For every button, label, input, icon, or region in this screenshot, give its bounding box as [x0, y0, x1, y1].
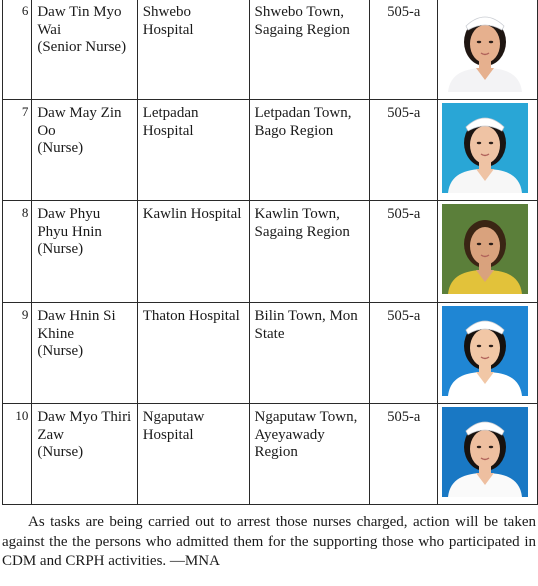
name-text: Daw Hnin Si Khine	[37, 308, 116, 342]
nurse-name	[32, 100, 137, 201]
section: 505-a	[370, 0, 438, 100]
hospital: Shwebo Hospital	[137, 0, 249, 100]
footer-text: As tasks are being carried out to arrest those nurses charged, action will be taken against the the persons who admitted them for the supporting those who participated in CDM and CRPH activities. —MNA	[2, 514, 536, 569]
nurse-photo	[442, 103, 528, 193]
portrait-image	[442, 204, 528, 294]
section: 505-a	[370, 201, 438, 303]
section: 505-a	[370, 100, 438, 201]
hospital: Thaton Hospital	[137, 303, 249, 404]
footer-paragraph	[2, 513, 536, 572]
name-text: Daw Myo Thiri Zaw	[37, 409, 132, 443]
portrait-image	[442, 103, 528, 193]
name-text: Daw Tin Myo Wai	[37, 4, 122, 38]
nurse-role: (Nurse)	[37, 444, 84, 460]
nurse-role: (Senior Nurse)	[37, 39, 127, 55]
photo-cell	[438, 0, 538, 100]
nurse-role: (Nurse)	[37, 241, 84, 257]
nurse-photo	[442, 2, 528, 92]
row-number: 7	[3, 100, 32, 201]
hospital: Kawlin Hospital	[137, 201, 249, 303]
nurse-role: (Nurse)	[37, 343, 84, 359]
row-number: 6	[3, 0, 32, 100]
row-number: 8	[3, 201, 32, 303]
table-row	[3, 0, 538, 100]
row-number: 9	[3, 303, 32, 404]
table-row	[3, 201, 538, 303]
name-text: Daw Phyu Phyu Hnin	[37, 206, 102, 240]
portrait-image	[442, 306, 528, 396]
location: Ngaputaw Town, Ayeyawady Region	[249, 404, 370, 505]
table-row	[3, 303, 538, 404]
location: Bilin Town, Mon State	[249, 303, 370, 404]
nurse-name	[32, 404, 137, 505]
nurse-name	[32, 303, 137, 404]
section: 505-a	[370, 303, 438, 404]
photo-cell	[438, 100, 538, 201]
location: Shwebo Town, Sagaing Region	[249, 0, 370, 100]
table-body	[3, 0, 538, 505]
nurse-photo	[442, 204, 528, 294]
nurse-photo	[442, 306, 528, 396]
table-row	[3, 404, 538, 505]
photo-cell	[438, 201, 538, 303]
row-number: 10	[3, 404, 32, 505]
charged-nurses-table	[2, 0, 538, 505]
name-text: Daw May Zin Oo	[37, 105, 122, 139]
nurse-name	[32, 201, 137, 303]
hospital: Letpadan Hospital	[137, 100, 249, 201]
section: 505-a	[370, 404, 438, 505]
location: Letpadan Town, Bago Region	[249, 100, 370, 201]
nurse-photo	[442, 407, 528, 497]
photo-cell	[438, 404, 538, 505]
hospital: Ngaputaw Hospital	[137, 404, 249, 505]
nurse-role: (Nurse)	[37, 140, 84, 156]
portrait-image	[442, 2, 528, 92]
photo-cell	[438, 303, 538, 404]
portrait-image	[442, 407, 528, 497]
table-row	[3, 100, 538, 201]
location: Kawlin Town, Sagaing Region	[249, 201, 370, 303]
nurse-name	[32, 0, 137, 100]
